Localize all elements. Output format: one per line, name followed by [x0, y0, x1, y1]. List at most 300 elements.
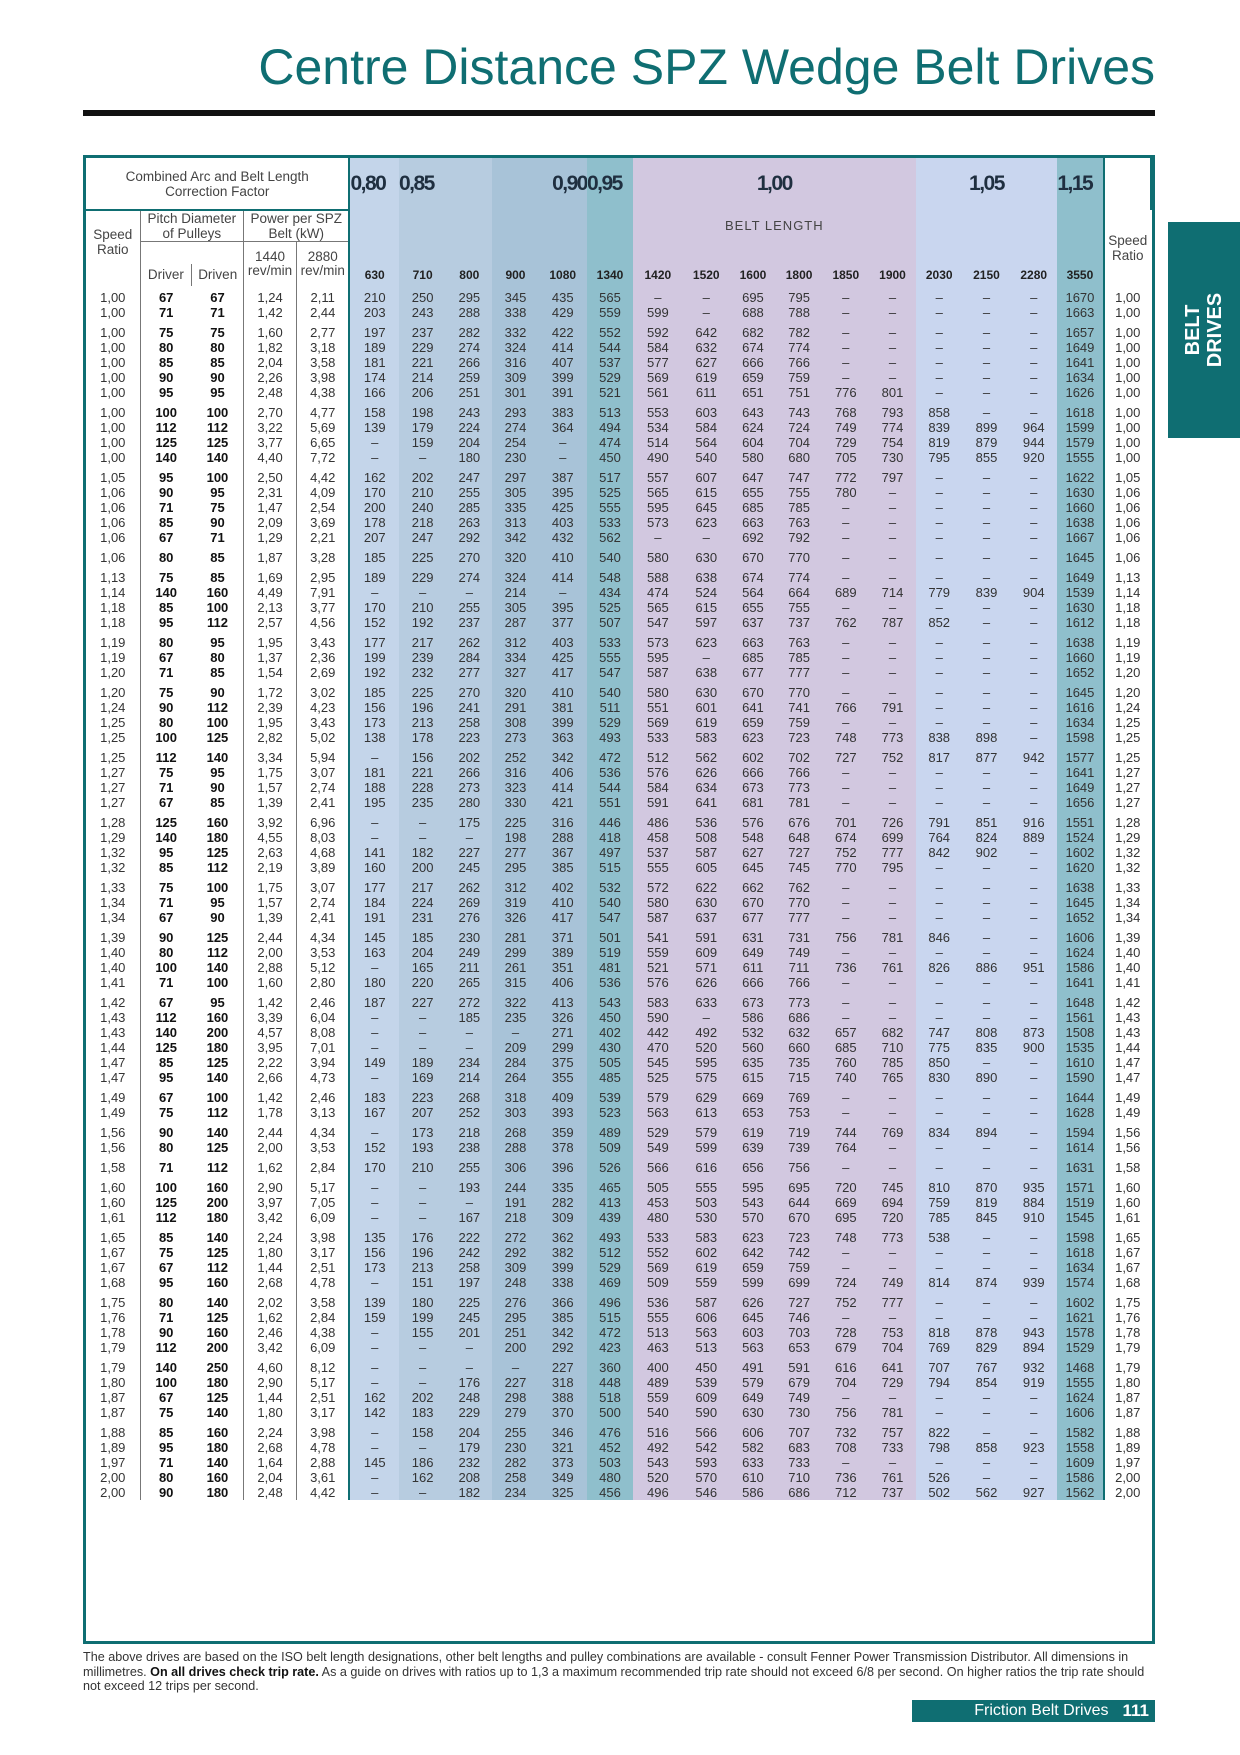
table-cell: – [869, 1140, 915, 1155]
table-cell: – [963, 515, 1010, 530]
table-cell: 220 [399, 975, 446, 990]
table-cell: 262 [446, 875, 492, 895]
table-cell: 95 [192, 630, 244, 650]
table-cell: 666 [730, 975, 776, 990]
table-cell: – [822, 650, 869, 665]
table-cell: – [1010, 340, 1057, 355]
table-cell: 170 [349, 1155, 399, 1175]
table-cell: 159 [349, 1310, 399, 1325]
table-cell: – [963, 545, 1010, 565]
table-cell: 1,06 [1104, 485, 1152, 500]
table-cell: 645 [730, 1310, 776, 1325]
table-cell: 688 [730, 305, 776, 320]
table-cell: 623 [730, 730, 776, 745]
table-cell: – [869, 565, 915, 585]
table-cell: – [349, 435, 399, 450]
table-cell: 248 [446, 1390, 492, 1405]
table-cell: 583 [683, 730, 730, 745]
table-cell: 269 [446, 895, 492, 910]
table-cell: 670 [776, 1210, 822, 1225]
table-cell: 559 [683, 1275, 730, 1290]
table-cell: 140 [192, 1455, 244, 1470]
table-cell: 85 [158, 514, 174, 530]
table-cell: 919 [1010, 1375, 1057, 1390]
table-cell: – [822, 795, 869, 810]
table-cell: 214 [399, 370, 446, 385]
table-cell: – [916, 1405, 963, 1420]
table-cell: 757 [869, 1420, 915, 1440]
table-row [86, 340, 1151, 355]
table-cell: 1,76 [86, 1310, 140, 1325]
table-cell: 458 [633, 830, 683, 845]
table-cell: 360 [587, 1355, 633, 1375]
table-cell: 140 [192, 960, 244, 975]
table-cell: – [1010, 895, 1057, 910]
table-cell: 425 [539, 500, 587, 515]
table-cell: 1,37 [244, 650, 297, 665]
table-cell: – [916, 780, 963, 795]
table-cell: 810 [916, 1175, 963, 1195]
table-cell: 753 [776, 1105, 822, 1120]
table-cell: 752 [822, 845, 869, 860]
table-cell: – [349, 450, 399, 465]
table-cell: 774 [776, 565, 822, 585]
table-cell: 206 [399, 385, 446, 400]
table-cell: 189 [349, 565, 399, 585]
table-cell: 1,88 [1104, 1420, 1152, 1440]
belt-length-2150: 2150 [963, 242, 1010, 286]
table-cell: 456 [587, 1485, 633, 1500]
table-cell: 476 [587, 1420, 633, 1440]
table-cell: 685 [822, 1040, 869, 1055]
table-cell: – [963, 565, 1010, 585]
table-cell: 1,27 [86, 795, 140, 810]
table-cell: 359 [539, 1120, 587, 1140]
table-cell: 1,43 [1104, 1010, 1152, 1025]
footnote-text-1: The above drives are based on the ISO belt length designations, other belt lengths and pulley combinations are available - consult Fenner Power Transmission Distributor. All dimensions in millimetres. [83, 1650, 1129, 1679]
table-cell: 785 [869, 1055, 915, 1070]
table-cell: 112 [192, 1155, 244, 1175]
table-cell: 1,19 [86, 650, 140, 665]
table-row [86, 680, 1151, 700]
table-cell: 1,25 [1104, 715, 1152, 730]
table-cell: – [963, 1390, 1010, 1405]
table-cell: 182 [446, 1485, 492, 1500]
table-cell: 145 [349, 1455, 399, 1470]
table-cell: 1,20 [86, 680, 140, 700]
table-cell: 1,20 [86, 665, 140, 680]
table-cell: 2,44 [297, 305, 350, 320]
table-cell: 633 [730, 1455, 776, 1470]
table-cell: 1,54 [244, 665, 297, 680]
table-cell: 769 [916, 1340, 963, 1355]
table-cell: 616 [683, 1155, 730, 1175]
table-cell: 2,84 [297, 1155, 350, 1175]
table-cell: – [869, 320, 915, 340]
table-cell: 177 [349, 630, 399, 650]
table-cell: 682 [869, 1025, 915, 1040]
table-cell: 834 [916, 1120, 963, 1140]
table-cell: – [916, 515, 963, 530]
table-cell: 685 [730, 650, 776, 665]
table-cell: 580 [730, 450, 776, 465]
table-cell: 182 [399, 845, 446, 860]
table-row [86, 1175, 1151, 1195]
table-cell: 218 [492, 1210, 538, 1225]
table-cell: 659 [730, 1260, 776, 1275]
table-cell: 214 [446, 1070, 492, 1085]
table-cell: 100 [192, 715, 244, 730]
belt-length-1850: 1850 [822, 242, 869, 286]
table-cell: 770 [822, 860, 869, 875]
table-cell: – [869, 286, 915, 305]
table-cell: 677 [730, 910, 776, 925]
table-cell: 425 [539, 650, 587, 665]
table-cell: 555 [633, 1310, 683, 1325]
table-cell: 2,54 [297, 500, 350, 515]
table-cell: 648 [776, 830, 822, 845]
table-cell: 480 [633, 1210, 683, 1225]
table-cell: – [1010, 1105, 1057, 1120]
table-cell: – [963, 1405, 1010, 1420]
table-cell: 570 [730, 1210, 776, 1225]
table-cell: 964 [1010, 420, 1057, 435]
table-cell: 5,12 [297, 960, 350, 975]
table-cell: 1,14 [86, 585, 140, 600]
table-cell: 1,60 [244, 975, 297, 990]
table-cell: 1,18 [86, 600, 140, 615]
table-row [86, 530, 1151, 545]
table-cell: 683 [776, 1440, 822, 1455]
table-cell: 489 [633, 1375, 683, 1390]
table-cell: 630 [730, 1405, 776, 1420]
table-cell: 511 [587, 700, 633, 715]
section-tab-label: BELT DRIVES [1182, 292, 1226, 368]
table-cell: 1,56 [86, 1140, 140, 1155]
table-cell: 642 [730, 1245, 776, 1260]
table-cell: 214 [492, 585, 538, 600]
table-cell: 1630 [1057, 600, 1103, 615]
table-cell: 1,49 [86, 1085, 140, 1105]
table-cell: 521 [633, 960, 683, 975]
table-cell: 450 [587, 450, 633, 465]
table-cell: 160 [192, 1325, 244, 1340]
table-cell: – [916, 385, 963, 400]
table-cell: 587 [633, 665, 683, 680]
table-cell: 2,66 [244, 1070, 297, 1085]
table-cell: 563 [730, 1340, 776, 1355]
table-cell: – [822, 715, 869, 730]
table-cell: 649 [730, 945, 776, 960]
table-cell: 187 [349, 990, 399, 1010]
table-cell: 623 [683, 515, 730, 530]
table-cell: 351 [539, 960, 587, 975]
table-cell: 638 [683, 665, 730, 680]
table-cell: 626 [683, 765, 730, 780]
table-cell: 1,13 [86, 565, 140, 585]
table-cell: – [869, 650, 915, 665]
table-cell: 67 [158, 794, 174, 810]
table-cell: – [963, 715, 1010, 730]
table-cell: 7,05 [297, 1195, 350, 1210]
table-cell: 512 [587, 1245, 633, 1260]
table-cell: 795 [916, 450, 963, 465]
table-cell: 335 [492, 500, 538, 515]
table-cell: 262 [446, 630, 492, 650]
table-cell: 753 [869, 1325, 915, 1340]
table-cell: 95 [158, 1274, 174, 1290]
table-cell: 629 [683, 1085, 730, 1105]
table-cell: – [916, 1085, 963, 1105]
table-cell: 210 [399, 485, 446, 500]
table-cell: 268 [446, 1085, 492, 1105]
table-cell: 710 [869, 1040, 915, 1055]
table-cell: 674 [822, 830, 869, 845]
table-cell: 519 [587, 945, 633, 960]
table-cell: 413 [587, 1195, 633, 1210]
table-cell: – [1010, 1420, 1057, 1440]
table-row [86, 435, 1151, 450]
table-cell: – [963, 1420, 1010, 1440]
table-cell: 773 [776, 990, 822, 1010]
table-cell: 670 [730, 545, 776, 565]
table-cell: 884 [1010, 1195, 1057, 1210]
speed-ratio-header: Speed Ratio [86, 210, 140, 286]
table-cell: 100 [192, 600, 244, 615]
table-cell: 218 [446, 1120, 492, 1140]
table-cell: – [963, 975, 1010, 990]
table-cell: 630 [683, 895, 730, 910]
table-cell: 634 [683, 780, 730, 795]
table-cell: 741 [776, 700, 822, 715]
table-cell: 279 [492, 1405, 538, 1420]
table-cell: 764 [916, 830, 963, 845]
table-cell: 100 [192, 975, 244, 990]
table-cell: 2,90 [244, 1175, 297, 1195]
table-cell: – [822, 500, 869, 515]
table-cell: 2,50 [244, 465, 297, 485]
table-cell: – [916, 700, 963, 715]
table-cell: 3,58 [297, 1290, 350, 1310]
table-cell: 282 [492, 1455, 538, 1470]
table-cell: 125 [155, 1194, 178, 1210]
belt-length-900: 900 [492, 242, 538, 286]
table-cell: 2,21 [297, 530, 350, 545]
table-cell: 1,65 [1104, 1225, 1152, 1245]
table-cell: 1,18 [86, 615, 140, 630]
table-cell: 591 [633, 795, 683, 810]
table-cell: 208 [446, 1470, 492, 1485]
table-cell: 1652 [1057, 665, 1103, 680]
table-cell: – [822, 1455, 869, 1470]
table-cell: 4,49 [244, 585, 297, 600]
table-cell: 1,41 [86, 975, 140, 990]
table-row [86, 1455, 1151, 1470]
table-row [86, 1390, 1151, 1405]
speed-ratio-header-right: Speed Ratio [1104, 210, 1152, 286]
table-cell: – [1010, 1390, 1057, 1405]
table-cell: 1586 [1057, 1470, 1103, 1485]
table-cell: – [916, 795, 963, 810]
table-cell: 3,53 [297, 1140, 350, 1155]
table-cell: 299 [539, 1040, 587, 1055]
table-cell: 202 [399, 465, 446, 485]
table-cell: 666 [730, 765, 776, 780]
table-cell: 345 [492, 286, 538, 305]
table-cell: – [1010, 990, 1057, 1010]
table-cell: 1630 [1057, 485, 1103, 500]
table-cell: 745 [776, 860, 822, 875]
table-cell: 611 [730, 960, 776, 975]
table-cell: 4,09 [297, 485, 350, 500]
table-cell: 377 [539, 615, 587, 630]
table-cell: 1,32 [1104, 845, 1152, 860]
table-cell: 7,01 [297, 1040, 350, 1055]
table-cell: 75 [158, 1244, 174, 1260]
table-cell: 2,88 [244, 960, 297, 975]
table-cell: 1,69 [244, 565, 297, 585]
table-cell: 396 [539, 1155, 587, 1175]
table-cell: 197 [349, 320, 399, 340]
table-cell: 492 [683, 1025, 730, 1040]
table-cell: 207 [349, 530, 399, 545]
table-cell: 284 [446, 650, 492, 665]
table-cell: 1,06 [86, 500, 140, 515]
table-cell: 145 [349, 925, 399, 945]
table-cell: 1,58 [1104, 1155, 1152, 1175]
table-cell: 140 [155, 1359, 178, 1375]
table-cell: 723 [776, 730, 822, 745]
table-cell: 1,39 [244, 910, 297, 925]
rpm-1440-header: 1440 rev/min [244, 242, 297, 286]
table-cell: 501 [587, 925, 633, 945]
table-cell: 546 [683, 1485, 730, 1500]
table-cell: 518 [587, 1390, 633, 1405]
table-cell: 609 [683, 1390, 730, 1405]
table-cell: 160 [192, 1175, 244, 1195]
table-cell: – [1010, 355, 1057, 370]
table-cell: 167 [446, 1210, 492, 1225]
table-cell: 645 [683, 500, 730, 515]
table-cell: – [916, 945, 963, 960]
table-cell: 334 [492, 650, 538, 665]
table-cell: – [963, 910, 1010, 925]
table-cell: 702 [776, 745, 822, 765]
table-cell: 309 [539, 1210, 587, 1225]
table-cell: 726 [869, 810, 915, 830]
table-cell: 1598 [1057, 730, 1103, 745]
table-cell: 268 [492, 1120, 538, 1140]
table-cell: 584 [633, 340, 683, 355]
table-cell: 773 [776, 780, 822, 795]
table-cell: 593 [683, 1455, 730, 1470]
table-cell: 1,79 [1104, 1340, 1152, 1355]
table-cell: 1652 [1057, 910, 1103, 925]
table-cell: 728 [822, 1325, 869, 1340]
table-cell: – [963, 320, 1010, 340]
table-cell: 1,06 [1104, 545, 1152, 565]
table-cell: 3,22 [244, 420, 297, 435]
table-cell: – [963, 1225, 1010, 1245]
table-cell: 1656 [1057, 795, 1103, 810]
table-cell: 335 [539, 1175, 587, 1195]
table-cell: 90 [192, 680, 244, 700]
table-cell: 67 [158, 289, 174, 305]
table-cell: 288 [539, 830, 587, 845]
table-cell: 3,07 [297, 765, 350, 780]
table-cell: 502 [916, 1485, 963, 1500]
table-cell: 3,43 [297, 630, 350, 650]
table-cell: 71 [158, 1159, 174, 1175]
table-row [86, 1070, 1151, 1085]
table-cell: 681 [730, 795, 776, 810]
table-cell: 1667 [1057, 530, 1103, 545]
table-cell: 1,44 [1104, 1040, 1152, 1055]
table-cell: 204 [446, 1420, 492, 1440]
table-cell: 720 [869, 1210, 915, 1225]
table-cell: 1638 [1057, 875, 1103, 895]
table-cell: 1,78 [244, 1105, 297, 1120]
table-row [86, 500, 1151, 515]
table-cell: 7,91 [297, 585, 350, 600]
table-cell: – [1010, 945, 1057, 960]
table-cell: 3,69 [297, 515, 350, 530]
table-cell: 1,57 [244, 780, 297, 795]
table-cell: 1,47 [86, 1070, 140, 1085]
table-cell: 364 [539, 420, 587, 435]
table-row [86, 320, 1151, 340]
table-cell: 229 [399, 340, 446, 355]
table-cell: 227 [446, 845, 492, 860]
table-cell: – [869, 795, 915, 810]
table-cell: 1645 [1057, 895, 1103, 910]
table-cell: 2,48 [244, 1485, 297, 1500]
table-cell: – [539, 585, 587, 600]
table-cell: 293 [492, 400, 538, 420]
table-row [86, 1275, 1151, 1290]
table-cell: 75 [158, 879, 174, 895]
table-cell: 6,09 [297, 1210, 350, 1225]
table-cell: – [963, 1085, 1010, 1105]
table-cell: 782 [776, 320, 822, 340]
table-cell: 221 [399, 355, 446, 370]
table-cell: 1,60 [1104, 1175, 1152, 1195]
correction-factor-label: Combined Arc and Belt Length Correction Factor [86, 158, 349, 210]
table-cell: 774 [776, 340, 822, 355]
table-cell: 695 [730, 286, 776, 305]
table-cell: 611 [683, 385, 730, 400]
table-cell: 1,60 [1104, 1195, 1152, 1210]
table-cell: 71 [158, 1454, 174, 1470]
table-cell: 1,68 [86, 1275, 140, 1290]
table-cell: 442 [633, 1025, 683, 1040]
table-cell: 156 [349, 1245, 399, 1260]
table-cell: 1,44 [244, 1390, 297, 1405]
table-cell: 819 [916, 435, 963, 450]
table-cell: 770 [776, 680, 822, 700]
table-cell: 563 [633, 1105, 683, 1120]
table-cell: 1,32 [86, 860, 140, 875]
table-cell: 1,00 [1104, 305, 1152, 320]
table-row [86, 1140, 1151, 1155]
table-cell: – [349, 1440, 399, 1455]
table-cell: – [822, 340, 869, 355]
table-cell: 854 [963, 1375, 1010, 1390]
table-cell: – [1010, 385, 1057, 400]
table-cell: 666 [730, 355, 776, 370]
table-cell: 615 [730, 1070, 776, 1085]
table-cell: – [963, 990, 1010, 1010]
